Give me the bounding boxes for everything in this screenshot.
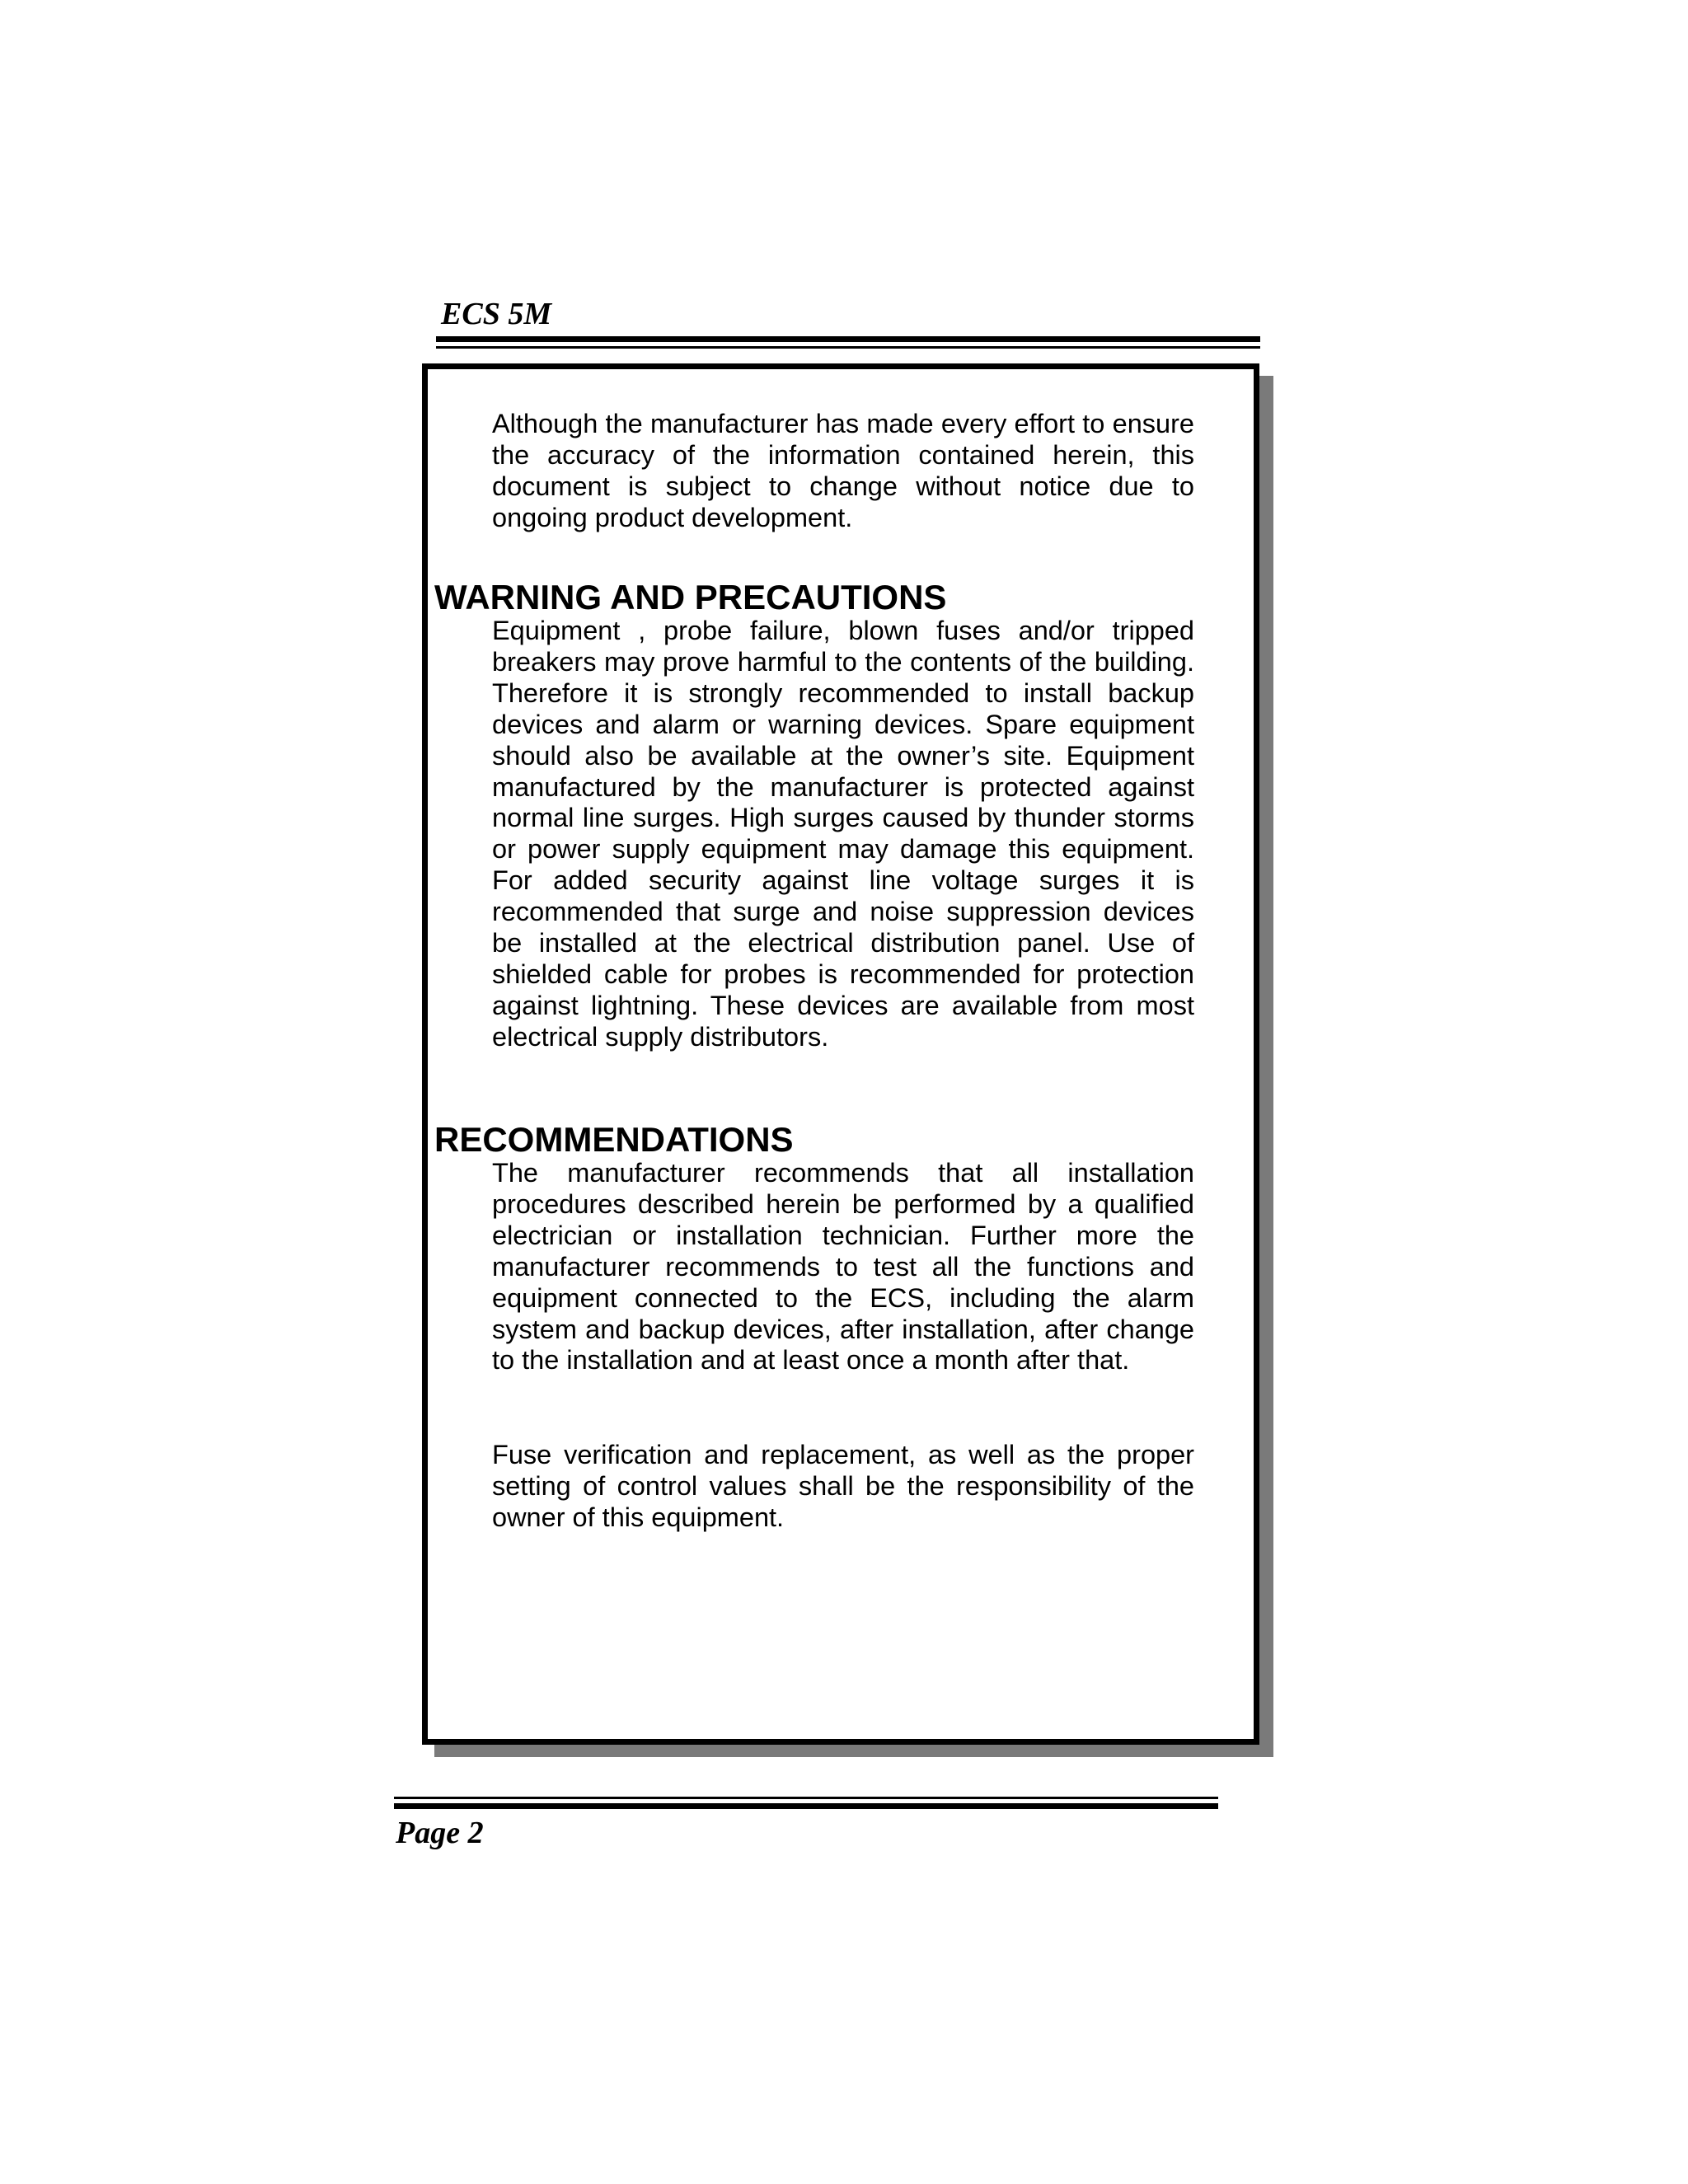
content-box	[422, 363, 1259, 1745]
warning-heading: WARNING AND PRECAUTIONS	[434, 578, 947, 616]
recommendations-paragraph-1: The manufacturer recommends that all installation procedures described herein be performed by a qualified electrician or installation technician. Further more the manufacturer recommends to test all the functions and equipment connected to the ECS, including the alarm system and backup devices, after installation, after change to the installation and at least once a month after that.	[492, 1158, 1194, 1376]
document-header-title: ECS 5M	[441, 297, 552, 331]
footer-rule-thin	[394, 1797, 1218, 1799]
recommendations-paragraph-2: Fuse verification and replacement, as well as the proper setting of control values shall be the responsibility of the owner of this equipment.	[492, 1440, 1194, 1532]
footer-rule-thick	[394, 1803, 1218, 1809]
intro-paragraph: Although the manufacturer has made every effort to ensure the accuracy of the information contained herein, this document is subject to change without notice due to ongoing product development.	[492, 409, 1194, 532]
header-rule-thick	[436, 336, 1260, 342]
header-rule-thin	[436, 346, 1260, 349]
page-number: Page 2	[396, 1816, 484, 1850]
recommendations-heading: RECOMMENDATIONS	[434, 1120, 794, 1159]
warning-paragraph: Equipment , probe failure, blown fuses and/or tripped breakers may prove harmful to the contents of the building. Therefore it is strongly recommended to install backup devices and alarm or warning devices. Spare equipment should also be available at the owner’s site. Equipment manufactured by the manufacturer is protected against normal line surges. High surges caused by thunder storms or power supply equipment may damage this equipment. For added security against line voltage surges it is recommended that surge and noise suppression devices be installed at the electrical distribution panel. Use of shielded cable for probes is recommended for protection against lightning. These devices are available from most electrical supply distributors.	[492, 616, 1194, 1052]
